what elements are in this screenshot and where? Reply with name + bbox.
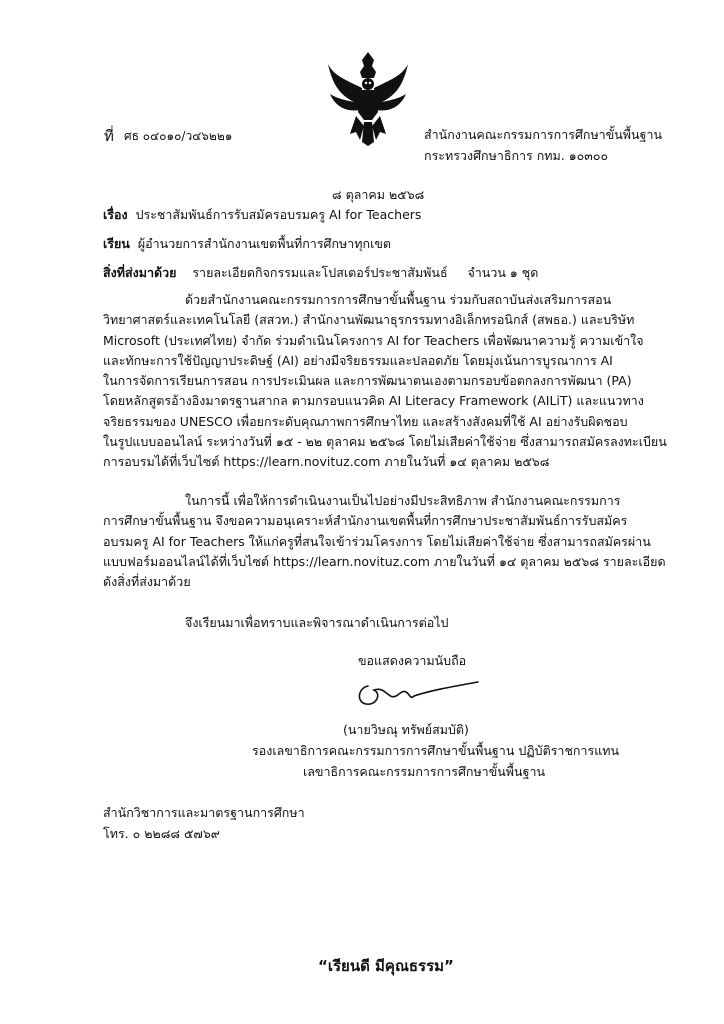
paragraph-line: การศึกษาขั้นพื้นฐาน จึงขอความอนุเคราะห์สำนักงานเขตพื้นที่การศึกษาประชาสัมพันธ์การรับสมัคร (103, 513, 628, 529)
paragraph-line: ในการนี้ เพื่อให้การดำเนินงานเป็นไปอย่างมีประสิทธิภาพ สำนักงานคณะกรรมการ (185, 493, 621, 508)
ref-label: ที่ (104, 127, 114, 145)
enclosure-line (103, 263, 538, 283)
signer-name: (นายวิษณุ ทรัพย์สมบัติ) (343, 722, 469, 737)
paragraph-line: ในการจัดการเรียนการสอน การประเมินผล และการพัฒนาตนเองตามกรอบข้อตกลงการพัฒนา (PA) (103, 373, 632, 389)
paragraph-line: ดังสิ่งที่ส่งมาด้วย (103, 574, 191, 590)
paragraph-line: ในรูปแบบออนไลน์ ระหว่างวันที่ ๑๕ - ๒๒ ตุลาคม ๒๕๖๘ โดยไม่เสียค่าใช้จ่าย ซึ่งสามารถสมัครลงทะเบียน (103, 434, 667, 450)
body-paragraph-1 (103, 290, 669, 473)
enclosure-label: สิ่งที่ส่งมาด้วย (103, 265, 177, 280)
letter-date: ๘ ตุลาคม ๒๕๖๘ (332, 187, 425, 202)
paragraph-line: อบรมครู AI for Teachers ให้แก่ครูที่สนใจเข้าร่วมโครงการ โดยไม่เสียค่าใช้จ่าย ซึ่งสามารถสมัครผ่าน (103, 533, 651, 549)
recipient-label: เรียน (103, 236, 130, 251)
body-paragraph-2 (103, 491, 669, 592)
contact-phone: โทร. ๐ ๒๒๘๘ ๕๗๖๙ (103, 826, 220, 841)
paragraph-line: ด้วยสำนักงานคณะกรรมการการศึกษาขั้นพื้นฐาน ร่วมกับสถาบันส่งเสริมการสอน (185, 292, 612, 307)
sender-office: สำนักงานคณะกรรมการการศึกษาขั้นพื้นฐาน (424, 127, 663, 142)
motto: “เรียนดี มีคุณธรรม” (318, 957, 454, 975)
garuda-emblem-icon (326, 50, 410, 146)
contact-department: สำนักวิชาการและมาตรฐานการศึกษา (103, 805, 305, 820)
signer-position-line-1: รองเลขาธิการคณะกรรมการการศึกษาขั้นพื้นฐาน ปฏิบัติราชการแทน (252, 743, 620, 758)
handwritten-signature (352, 676, 482, 714)
paragraph-line: วิทยาศาสตร์และเทคโนโลยี (สสวท.) สำนักงานพัฒนาธุรกรรมทางอิเล็กทรอนิกส์ (สพธอ.) และบริษัท (103, 312, 635, 328)
paragraph-line: แบบฟอร์มออนไลน์ได้ที่เว็บไซต์ https://learn.novituz.com ภายในวันที่ ๑๔ ตุลาคม ๒๕๖๘ รายละเอียด (103, 553, 666, 569)
salutation: ขอแสดงความนับถือ (358, 653, 467, 668)
signer-position-line-2: เลขาธิการคณะกรรมการการศึกษาขั้นพื้นฐาน (303, 764, 546, 779)
enclosure-quantity: จำนวน ๑ ชุด (467, 265, 539, 280)
sender-address: กระทรวงศึกษาธิการ กทม. ๑๐๓๐๐ (424, 148, 609, 163)
paragraph-line: และทักษะการใช้ปัญญาประดิษฐ์ (AI) อย่างมีจริยธรรมและปลอดภัย โดยมุ่งเน้นการบูรณาการ AI (103, 352, 613, 368)
subject-line (103, 205, 421, 225)
paragraph-line: จริยธรรมของ UNESCO เพื่อยกระดับคุณภาพการศึกษาไทย และสร้างสังคมที่ใช้ AI อย่างรับผิดชอบ (103, 413, 628, 429)
recipient-text: ผู้อำนวยการสำนักงานเขตพื้นที่การศึกษาทุกเขต (137, 236, 392, 251)
ref-number: ศธ ๐๔๐๑๐/ว๔๖๒๒๑ (124, 129, 233, 143)
paragraph-line: Microsoft (ประเทศไทย) จำกัด ร่วมดำเนินโครงการ AI for Teachers เพื่อพัฒนาความรู้ ความเข้าใจ (103, 332, 644, 348)
paragraph-line: การอบรมได้ที่เว็บไซต์ https://learn.novituz.com ภายในวันที่ ๑๔ ตุลาคม ๒๕๖๘ (103, 454, 550, 470)
closing-request: จึงเรียนมาเพื่อทราบและพิจารณาดำเนินการต่อไป (185, 615, 449, 630)
subject-label: เรื่อง (103, 207, 128, 222)
enclosure-text: รายละเอียดกิจกรรมและโปสเตอร์ประชาสัมพันธ์ (192, 265, 448, 280)
subject-text: ประชาสัมพันธ์การรับสมัครอบรมครู AI for Teachers (135, 207, 422, 222)
recipient-line (103, 234, 391, 254)
paragraph-line: โดยหลักสูตรอ้างอิงมาตรฐานสากล ตามกรอบแนวคิด AI Literacy Framework (AILiT) และแนวทาง (103, 393, 644, 409)
